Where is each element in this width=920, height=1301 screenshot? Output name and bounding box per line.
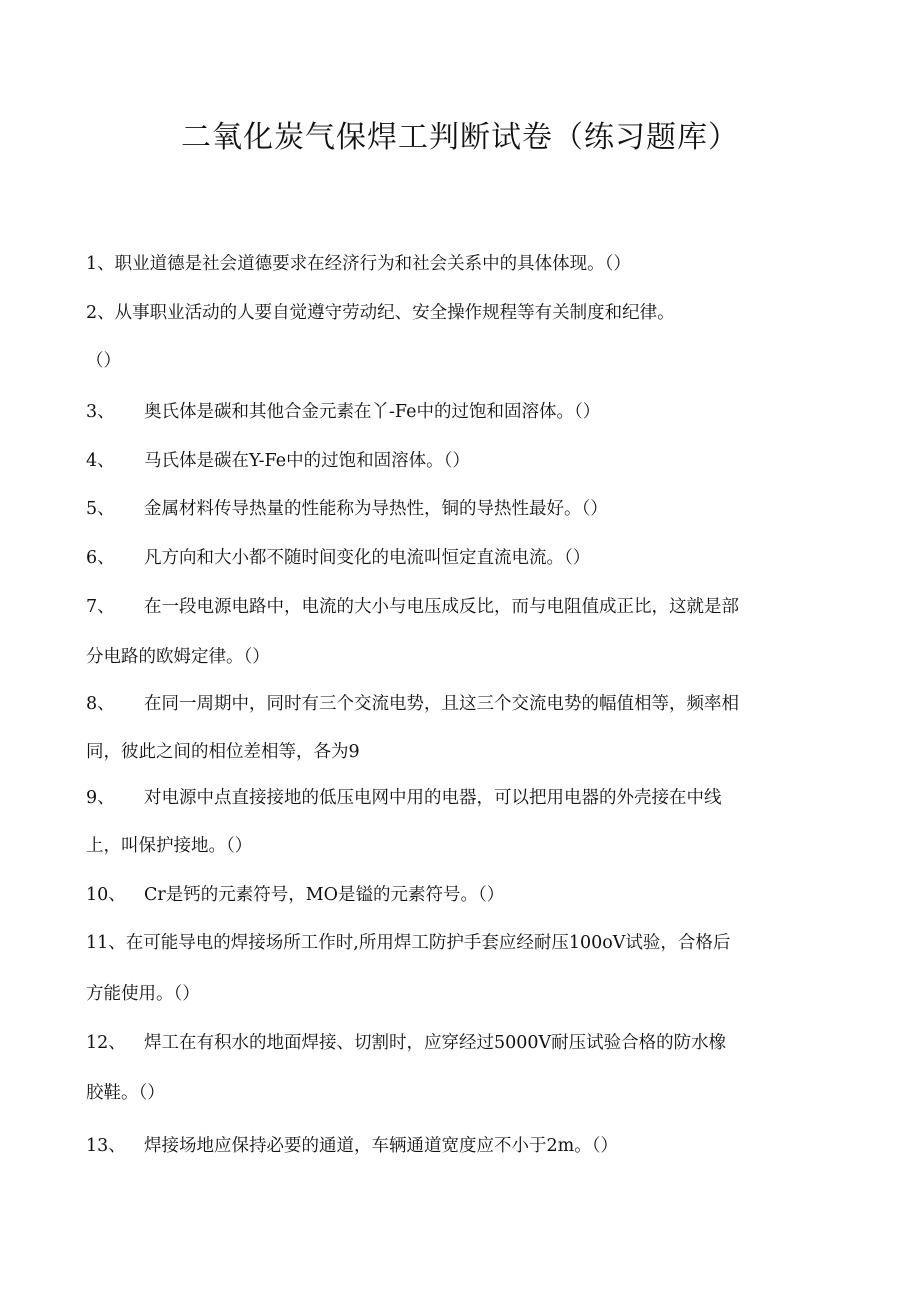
question-line (86, 1028, 846, 1058)
question-number: 5、 (86, 499, 115, 519)
question-text: 上，叫保护接地。（） (86, 836, 253, 856)
question-line (86, 494, 846, 524)
question-text: 胶鞋。（） (86, 1083, 165, 1103)
question-line (86, 446, 846, 476)
question-text: 在一段电源电路中，电流的大小与电压成反比，而与电阻值成正比，这就是部 (144, 597, 739, 617)
question-text: 金属材料传导热量的性能称为导热性，铜的导热性最好。（） (144, 499, 608, 519)
question-text: 在可能导电的焊接场所工作时,所用焊工防护手套应经耐压100oV试验，合格后 (125, 933, 731, 953)
question-number: 3、 (86, 402, 115, 422)
question-line (86, 249, 846, 279)
question-line (86, 783, 846, 813)
question-number: 11、 (86, 933, 126, 953)
question-number: 8、 (86, 694, 115, 714)
question-text: 职业道德是社会道德要求在经济行为和社会关系中的具体体现。（） (114, 254, 631, 274)
question-line (86, 928, 846, 958)
question-number: 10、 (86, 885, 126, 905)
question-line (86, 298, 846, 328)
question-number: 1、 (86, 254, 115, 274)
question-text: Cr是钙的元素符号，MO是镒的元素符号。（） (144, 885, 505, 905)
question-text: 凡方向和大小都不随时间变化的电流叫恒定直流电流。（） (144, 548, 591, 568)
question-continuation (86, 642, 846, 672)
question-text: 分电路的欧姆定律。（） (86, 647, 270, 667)
question-line (86, 880, 846, 910)
question-number: 13、 (86, 1136, 126, 1156)
question-line (86, 543, 846, 573)
question-text: 方能使用。（） (86, 984, 200, 1004)
question-text: 焊工在有积水的地面焊接、切割时，应穿经过5000V耐压试验合格的防水橡 (144, 1033, 727, 1053)
question-number: 4、 (86, 451, 115, 471)
question-text: 焊接场地应保持必要的通道，车辆通道宽度应不小于2m。（） (144, 1136, 618, 1156)
question-number: 12、 (86, 1033, 126, 1053)
question-text: 从事职业活动的人要自觉遵守劳动纪、安全操作规程等有关制度和纪律。 (114, 303, 675, 323)
question-continuation (86, 346, 846, 376)
question-text: 对电源中点直接接地的低压电网中用的电器，可以把用电器的外壳接在中线 (144, 788, 722, 808)
page-title: 二氧化炭气保焊工判断试卷（练习题库） (181, 120, 739, 155)
question-text: 在同一周期中，同时有三个交流电势，且这三个交流电势的幅值相等，频率相 (144, 694, 739, 714)
question-number: 9、 (86, 788, 115, 808)
question-continuation (86, 979, 846, 1009)
question-text: 同，彼此之间的相位差相等，各为9 (86, 742, 360, 762)
question-line (86, 689, 846, 719)
question-continuation (86, 737, 846, 767)
question-line (86, 397, 846, 427)
question-continuation (86, 1078, 846, 1108)
question-text: 奥氏体是碳和其他合金元素在丫-Fe中的过饱和固溶体。（） (144, 402, 601, 422)
question-continuation (86, 831, 846, 861)
question-number: 2、 (86, 303, 115, 323)
question-line (86, 1131, 846, 1161)
question-line (86, 592, 846, 622)
question-number: 7、 (86, 597, 115, 617)
question-text: （） (86, 351, 121, 371)
question-text: 马氏体是碳在Y-Fe中的过饱和固溶体。（） (144, 451, 470, 471)
question-number: 6、 (86, 548, 115, 568)
